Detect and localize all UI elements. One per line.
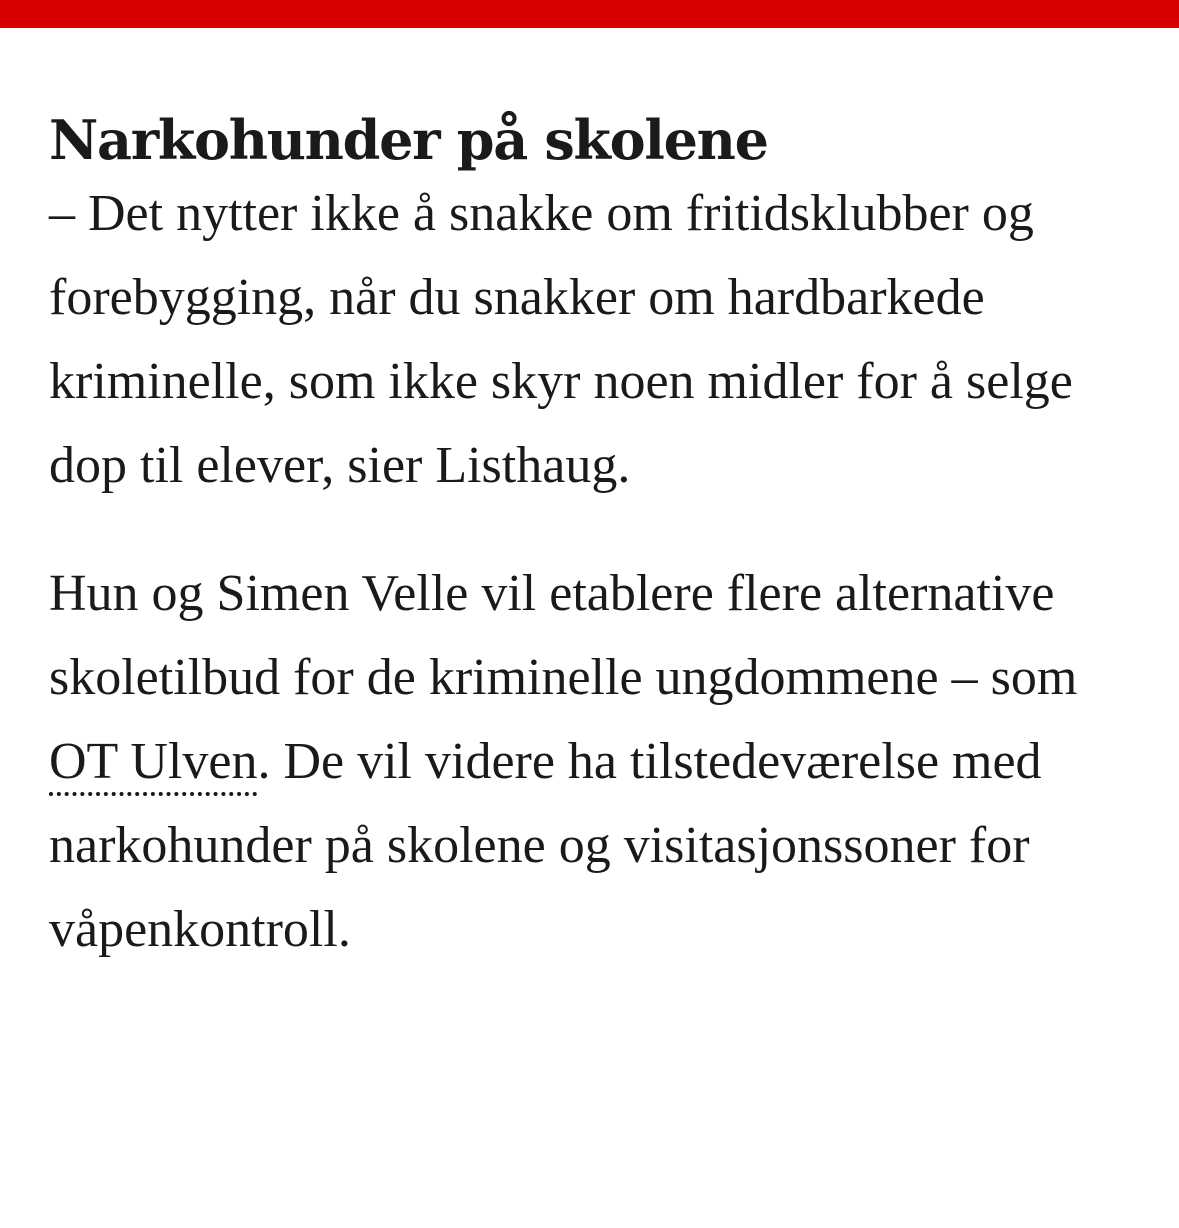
section-heading: Narkohunder på skolene [49,108,768,172]
article-body [49,100,1149,972]
ot-ulven-link[interactable]: OT Ulven [49,733,257,796]
brand-accent-bar [0,0,1179,28]
paragraph-text-after-link: . De vil videre ha tilstedeværelse med narkohunder på skolene og visitasjonssoner for våpenkontroll. [49,733,1042,958]
paragraph-quote: – Det nytter ikke å snakke om fritidsklubber og forebygging, når du snakker om hardbarkede kriminelle, som ikke skyr noen midler for å selge dop til elever, sier Listhaug. [49,185,1073,494]
paragraph-proposals [49,552,1149,972]
paragraph-text-before-link: Hun og Simen Velle vil etablere flere alternative skoletilbud for de kriminelle ungdommene – som [49,565,1078,706]
